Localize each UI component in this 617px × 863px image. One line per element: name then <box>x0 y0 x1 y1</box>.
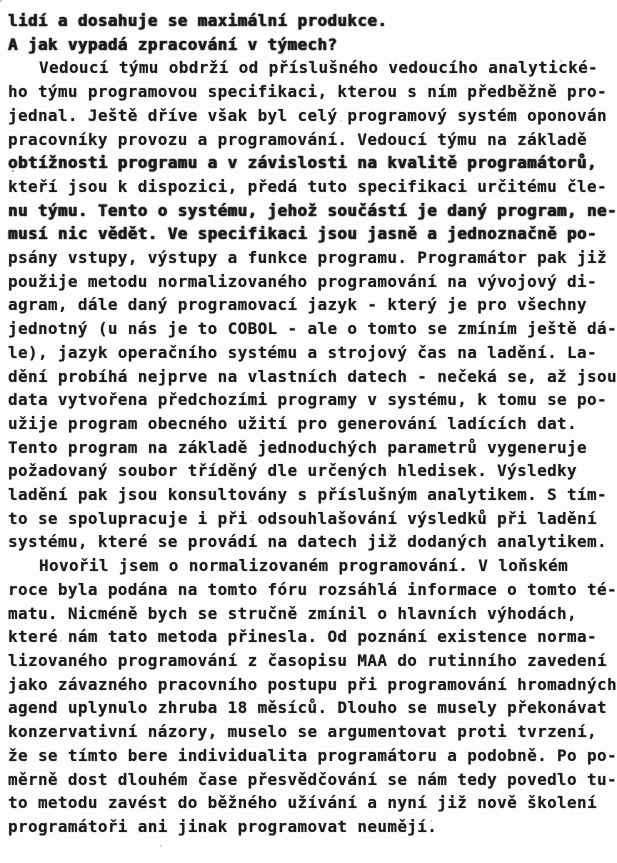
document-text <box>8 9 617 839</box>
text-line: to metodu zavést do běžného užívání a nyní již nově školení <box>8 793 597 813</box>
text-line: musí nic vědět. Ve specifikaci jsou jasně a jednoznačně po- <box>8 224 597 244</box>
text-line: obtížnosti programu a v závislosti na kvalitě programátorů, <box>8 153 597 173</box>
text-line: Vedoucí týmu obdrží od příslušného vedoucího analytické- <box>39 58 599 78</box>
text-line: nu týmu. Tento o systému, jehož součástí je daný program, ne- <box>8 200 617 220</box>
text-line: jednotný (u nás je to COBOL - ale o tomto se zmíním ještě dá- <box>8 319 617 339</box>
text-line: le), jazyk operačního systému a strojový čas na ladění. La- <box>8 342 597 362</box>
text-line: roce byla podána na tomto fóru rozsáhlá informace o tomto té- <box>8 579 617 599</box>
text-line: které nám tato metoda přinesla. Od poznání existence norma- <box>8 627 597 647</box>
text-line: programátoři ani jinak programovat neumějí. <box>8 816 438 836</box>
text-line: užije program obecného užití pro generování ladících dat. <box>8 413 578 433</box>
text-line: lidí a dosahuje se maximální produkce. <box>8 11 388 30</box>
text-line: požadovaný soubor tříděný dle určených hledisek. Výsledky <box>8 461 578 481</box>
text-line: Hovořil jsem o normalizovaném programování. V loňském <box>39 556 569 576</box>
text-line: to se spolupracuje i při odsouhlašování výsledků při ladění <box>8 508 597 528</box>
text-line: pracovníky provozu a programování. Vedoucí týmu na základě <box>8 129 588 149</box>
text-line: A jak vypadá zpracování v týmech? <box>8 34 338 54</box>
scan-noise <box>0 0 2 2</box>
text-line: konzervativní názory, muselo se argumentovat proti tvrzení, <box>8 722 597 742</box>
text-line: dění probíhá nejprve na vlastních datech - nečeká se, až jsou <box>8 366 617 386</box>
text-line: matu. Nicméně bych se stručně zmínil o hlavních výhodách, <box>8 603 578 623</box>
text-line: použije metodu normalizovaného programování na vývojový di- <box>8 271 597 291</box>
text-line: psány vstupy, výstupy a funkce programu. Programátor pak již <box>8 248 607 268</box>
text-line: jako závazného pracovního postupu při programování hromadných <box>8 674 617 694</box>
text-line: Tento program na základě jednoduchých parametrů vygeneruje <box>8 437 588 457</box>
text-line: systému, které se provádí na datech již dodaných analytikem. <box>8 532 607 552</box>
text-line: agram, dále daný programovací jazyk - který je pro všechny <box>8 295 588 315</box>
text-line: data vytvořena předchozími programy v systému, k tomu se po- <box>8 390 607 410</box>
text-line: lizovaného programování z časopisu MAA do rutinního zavedení <box>8 650 607 670</box>
text-line: agend uplynulo zhruba 18 měsíců. Dlouho se musely překonávat <box>8 698 607 718</box>
text-line: ho týmu programovou specifikaci, kterou s ním předběžně pro- <box>8 82 607 102</box>
text-line: ladění pak jsou konsultovány s příslušným analytikem. S tím- <box>8 485 607 505</box>
text-line: měrně dost dlouhém čase přesvědčování se nám tedy povedlo tu- <box>8 769 617 789</box>
text-line: že se tímto bere individualita programátoru a podobně. Po po- <box>8 745 617 765</box>
text-line: jednal. Ještě dříve však byl celý programový systém oponován <box>8 105 607 125</box>
text-line: kteří jsou k dispozici, předá tuto specifikaci určitému čle- <box>8 176 607 196</box>
